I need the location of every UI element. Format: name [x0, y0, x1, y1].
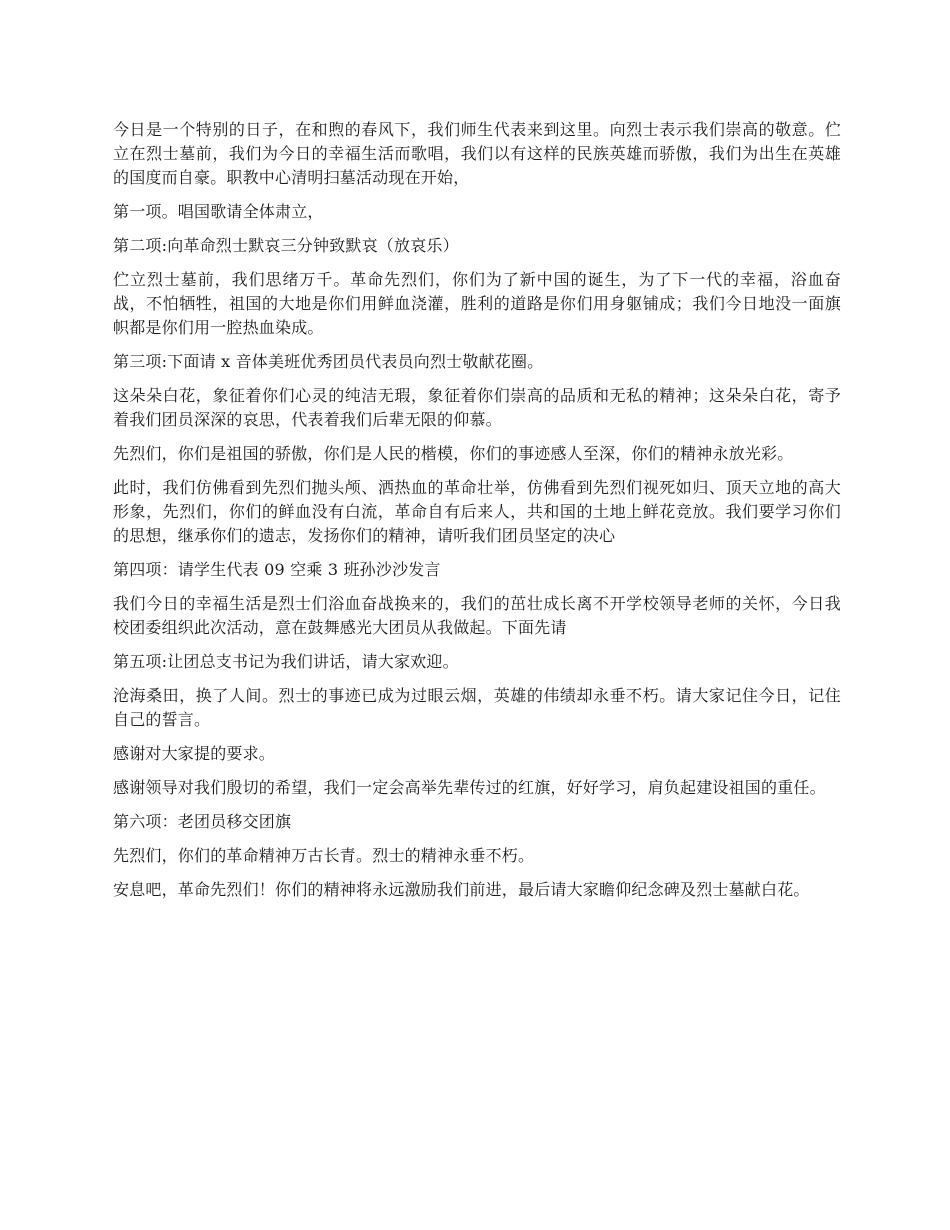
- agenda-item: 第一项。唱国歌请全体肃立，: [113, 202, 324, 221]
- agenda-item: 第二项:向革命烈士默哀三分钟致默哀（放哀乐）: [113, 236, 459, 255]
- agenda-item: 第三项:下面请 x 音体美班优秀团员代表员向烈士敬献花圈。: [113, 352, 544, 371]
- paragraph: 沧海桑田，换了人间。烈士的事迹已成为过眼云烟，英雄的伟绩却永垂不朽。请大家记住今日，记住自己的誓言。: [113, 686, 841, 729]
- paragraph: 此时，我们仿佛看到先烈们抛头颅、洒热血的革命壮举，仿佛看到先烈们视死如归、顶天立地的高大形象，先烈们，你们的鲜血没有白流，革命自有后来人，共和国的土地上鲜花竞放。我们要学习你们的思想，继承你们的遗志，发扬你们的精神，请听我们团员坚定的决心: [113, 478, 841, 545]
- agenda-item: 第四项：请学生代表 09 空乘 3 班孙沙沙发言: [113, 560, 441, 579]
- paragraph: 这朵朵白花，象征着你们心灵的纯洁无瑕，象征着你们崇高的品质和无私的精神；这朵朵白花，寄予着我们团员深深的哀思，代表着我们后辈无限的仰慕。: [113, 386, 841, 429]
- paragraph: 今日是一个特别的日子，在和煦的春风下，我们师生代表来到这里。向烈士表示我们崇高的敬意。伫立在烈士墓前，我们为今日的幸福生活而歌唱，我们以有这样的民族英雄而骄傲，我们为出生在英雄的国度而自豪。职教中心清明扫墓活动现在开始，: [113, 120, 841, 187]
- paragraph: 伫立烈士墓前，我们思绪万千。革命先烈们，你们为了新中国的诞生，为了下一代的幸福，浴血奋战，不怕牺牲，祖国的大地是你们用鲜血浇灌，胜利的道路是你们用身躯铺成；我们今日地没一面旗帜都是你们用一腔热血染成。: [113, 270, 841, 337]
- document-page: [113, 118, 841, 912]
- agenda-item: 第六项：老团员移交团旗: [113, 812, 292, 831]
- paragraph: 感谢领导对我们殷切的希望，我们一定会高举先辈传过的红旗，好好学习，肩负起建设祖国的重任。: [113, 778, 826, 797]
- paragraph: 安息吧，革命先烈们！你们的精神将永远激励我们前进，最后请大家瞻仰纪念碑及烈士墓献白花。: [113, 880, 810, 899]
- paragraph: 先烈们，你们是祖国的骄傲，你们是人民的楷模，你们的事迹感人至深，你们的精神永放光彩。: [113, 444, 794, 463]
- paragraph: 我们今日的幸福生活是烈士们浴血奋战换来的，我们的茁壮成长离不开学校领导老师的关怀，今日我校团委组织此次活动，意在鼓舞感光大团员从我做起。下面先请: [113, 594, 841, 637]
- paragraph: 感谢对大家提的要求。: [113, 744, 276, 763]
- agenda-item: 第五项:让团总支书记为我们讲话，请大家欢迎。: [113, 652, 459, 671]
- paragraph: 先烈们，你们的革命精神万古长青。烈士的精神永垂不朽。: [113, 846, 535, 865]
